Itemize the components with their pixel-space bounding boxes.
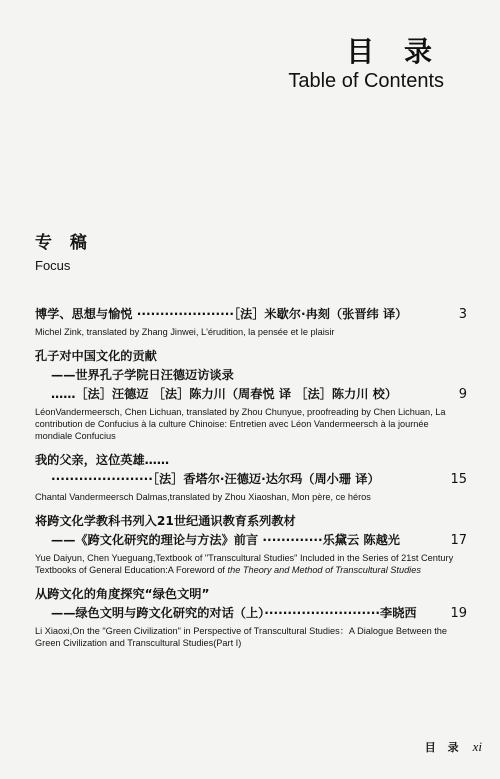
toc-entry[interactable] [35, 305, 467, 338]
toc-entry-line [35, 366, 467, 385]
toc-entry-english: LéonVandermeersch, Chen Lichuan, translated by Zhou Chunyue, proofreading by Chen Lichuan, La contribution de Confucius à la culture Chinoise: Entretien avec Léon Vandermeersch à la journée mondiale Confucius [35, 407, 446, 441]
toc-entry-line [35, 470, 467, 489]
toc-entry-page: 3 [458, 307, 467, 322]
section-heading: 专 稿 [35, 233, 93, 253]
toc-entry-english-italic: the Theory and Method of Transcultural Studies [227, 565, 421, 575]
toc-entry[interactable] [35, 347, 467, 442]
toc-entry-title: 博学、思想与愉悦 ·····················［法］米歇尔·冉刻（张晋纬 译） [35, 307, 408, 321]
toc-entry-line [35, 305, 467, 324]
footer-page-number: xi [472, 739, 482, 754]
page-title: 目 录 [346, 35, 442, 68]
toc-entry-title: 将跨文化学教科书列入21世纪通识教育系列教材 [35, 514, 296, 528]
toc-entry-subtitle: ——绿色文明与跨文化研究的对话（上）·························李晓西 [51, 606, 417, 620]
toc-entry-line [35, 451, 467, 470]
toc-entry-line [35, 512, 467, 531]
toc-entry-title: 我的父亲，这位英雄…… [35, 453, 170, 467]
toc-entry-subtitle: ——世界孔子学院日汪德迈访谈录 [51, 368, 234, 382]
toc-entry-subtitle: ——《跨文化研究的理论与方法》前言 ·············乐黛云 陈越光 [51, 533, 400, 547]
toc-entry-title: 从跨文化的角度探究“绿色文明” [35, 587, 210, 601]
toc-entry-line [35, 604, 467, 623]
toc-entry-english-text: Yue Daiyun, Chen Yueguang,Textbook of "Transcultural Studies" Included in the Series of 21st Century Textbooks of General Education:A Foreword of [35, 553, 454, 575]
toc-list [35, 305, 467, 658]
page-footer [425, 739, 482, 755]
section-heading-english: Focus [35, 258, 71, 273]
page-title-english: Table of Contents [288, 70, 444, 92]
toc-entry-page: 15 [450, 472, 467, 487]
toc-entry-english: Li Xiaoxi,On the "Green Civilization" in Perspective of Transcultural Studies：A Dialogue Between the Green Civilization and Transcultural Studies(Part I) [35, 626, 448, 648]
toc-entry-page: 17 [450, 533, 467, 548]
toc-entry-authors: ······················［法］香塔尔·汪德迈·达尔玛（周小珊 译） [51, 472, 380, 486]
toc-entry-english [35, 552, 467, 576]
toc-entry[interactable] [35, 512, 467, 576]
toc-entry[interactable] [35, 451, 467, 503]
toc-entry-english: Chantal Vandermeersch Dalmas,translated by Zhou Xiaoshan, Mon père, ce héros [35, 492, 371, 502]
footer-label: 目 录 [424, 741, 463, 754]
toc-entry-line [35, 585, 467, 604]
toc-entry-line [35, 385, 467, 404]
toc-entry-line [35, 347, 467, 366]
toc-entry-page: 9 [458, 387, 467, 402]
toc-entry-english: Michel Zink, translated by Zhang Jinwei, L'érudition, la pensée et le plaisir [35, 327, 335, 337]
toc-entry-authors: ……［法］汪德迈 ［法］陈力川（周春悦 译 ［法］陈力川 校） [51, 387, 398, 401]
toc-entry[interactable] [35, 585, 467, 649]
toc-entry-title: 孔子对中国文化的贡献 [35, 349, 157, 363]
toc-entry-page: 19 [450, 606, 467, 621]
toc-entry-line [35, 531, 467, 550]
